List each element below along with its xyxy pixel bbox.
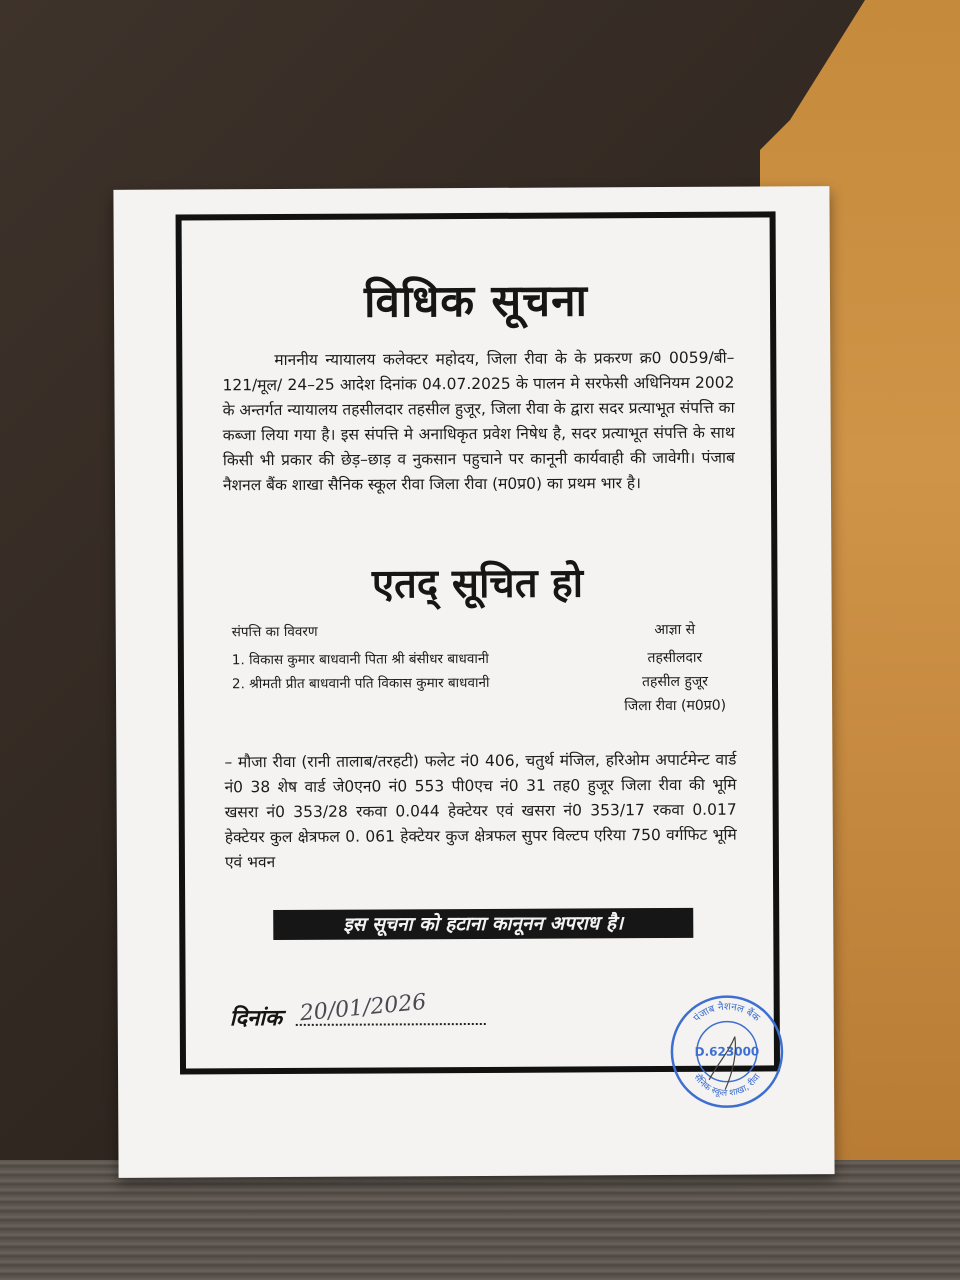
warning-banner: इस सूचना को हटाना कानूनन अपराध है।: [273, 908, 693, 940]
legal-notice-paper: [113, 186, 834, 1178]
order-by-label: आज्ञा से: [654, 621, 696, 639]
authority-designation: तहसीलदार: [647, 649, 703, 667]
property-description: – मौजा रीवा (रानी तालाब/तरहटी) फलेट नं0 406, चतुर्थ मंजिल, हरिओम अपार्टमेन्ट वार्ड नं0 38 शेष वार्ड जे0एन0 नं0 553 पी0एच नं0 31 तह0 हुजूर जिला रीवा की भूमि खसरा नं0 353/28 रकवा 0.044 हेक्टेयर एवं खसरा नं0 353/17 रकवा 0.017 हेक्टेयर कुल क्षेत्रफल 0. 061 हेक्टेयर कुज क्षेत्रफल सुपर विल्टप एरिया 750 वर्गफिट भूमि एवं भवन: [224, 750, 737, 872]
handwritten-date: 20/01/2026: [298, 989, 428, 1027]
details-heading: संपत्ति का विवरण: [231, 623, 318, 641]
stamp-text-top: पंजाब नैशनल बैंक: [691, 1001, 762, 1025]
authority-district: जिला रीवा (म0प्र0): [624, 697, 727, 715]
notice-border-frame: [176, 211, 780, 1099]
owner-item: 2. श्रीमती प्रीत बाधवानी पति विकास कुमार बाधवानी: [231, 674, 490, 693]
date-label: दिनांक: [229, 1006, 283, 1032]
bank-seal-stamp: [667, 991, 788, 1112]
property-owner-details: [232, 618, 572, 696]
authority-office: तहसील हुजूर: [641, 673, 709, 691]
stamp-text-bottom: सैनिक स्कूल शाखा, रीवा: [691, 1072, 763, 1099]
notice-title: विधिक सूचना: [363, 275, 589, 328]
owner-item: 1. विकास कुमार बाधवानी पिता श्री बंसीधर बाधवानी: [231, 650, 489, 669]
authority-block: [580, 617, 771, 718]
notice-subtitle: एतद् सूचित हो: [371, 560, 584, 608]
floor-background: [0, 1160, 960, 1280]
notice-paragraph: माननीय न्यायालय कलेक्टर महोदय, जिला रीवा के के प्रकरण क्र0 0059/बी–121/मूल/ 24–25 आदेश दिनांक 04.07.2025 के पालन मे सरफेसी अधिनियम 2002 के अन्तर्गत न्यायालय तहसीलदार तहसील हुजूर, जिला रीवा के द्वारा सदर प्रत्याभूत संपत्ति का कब्जा लिया गया है। इस संपत्ति मे अनाधिकृत प्रवेश निषेध है, सदर प्रत्याभूत संपत्ति के साथ किसी भी प्रकार की छेड़–छाड़ व नुकसान पहुचाने पर कानूनी कार्यवाही की जावेगी। पंजाब नैशनल बैंक शाखा सैनिक स्कूल रीवा जिला रीवा (म0प्र0) का प्रथम भार है।: [222, 348, 735, 495]
stamp-code: D.623000: [694, 1044, 760, 1059]
date-row: [229, 989, 490, 1034]
